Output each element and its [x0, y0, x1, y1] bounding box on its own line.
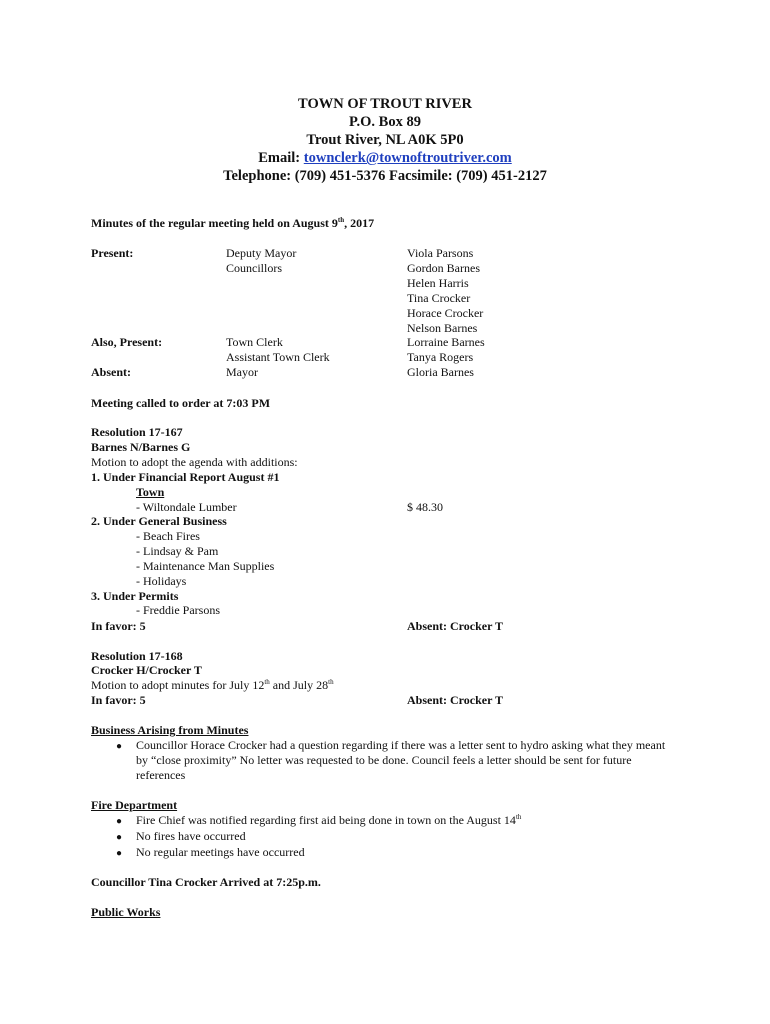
attendee-name: Tanya Rogers	[407, 350, 474, 364]
absent-label: Absent:	[91, 365, 132, 379]
agenda-item-permits: 3. Under Permits	[91, 589, 179, 603]
email-label: Email:	[258, 150, 304, 166]
section-heading-fire-department: Fire Department	[91, 798, 178, 812]
vote-in-favor: In favor: 5	[91, 619, 146, 633]
minutes-title: Minutes of the regular meeting held on August 9th, 2017	[91, 216, 375, 230]
role-assistant-town-clerk: Assistant Town Clerk	[226, 350, 330, 364]
email-link[interactable]: townclerk@townoftroutriver.com	[303, 150, 512, 166]
attendee-name: Gloria Barnes	[407, 365, 474, 379]
resolution-motion: Motion to adopt minutes for July 12th and July 28th	[91, 678, 334, 692]
vote-absent: Absent: Crocker T	[407, 693, 503, 707]
agenda-subitem: - Beach Fires	[136, 529, 200, 543]
town-address: Trout River, NL A0K 5P0	[306, 132, 464, 148]
present-label: Present:	[91, 246, 134, 260]
email-line	[0, 149, 770, 167]
role-town-clerk: Town Clerk	[226, 335, 283, 349]
bullet-icon: ●	[116, 848, 123, 859]
agenda-subitem: - Holidays	[136, 574, 187, 588]
vote-absent: Absent: Crocker T	[407, 619, 503, 633]
attendee-name: Helen Harris	[407, 276, 469, 290]
agenda-subitem: - Lindsay & Pam	[136, 544, 219, 558]
business-arising-item: Councillor Horace Crocker had a question regarding if there was a letter sent to hydro asking what they meant by “close proximity” No letter was requested to be done. Council feels a letter should be sent for future references	[136, 738, 666, 782]
bullet-icon: ●	[116, 832, 123, 843]
resolution-title: Resolution 17-167	[91, 425, 183, 439]
resolution-motion: Motion to adopt the agenda with additions:	[91, 455, 298, 469]
called-to-order: Meeting called to order at 7:03 PM	[91, 396, 271, 410]
fire-department-item: No regular meetings have occurred	[136, 845, 305, 859]
resolution-title: Resolution 17-168	[91, 649, 183, 663]
po-box: P.O. Box 89	[349, 114, 421, 130]
bullet-icon: ●	[116, 816, 123, 827]
section-heading-business-arising: Business Arising from Minutes	[91, 723, 249, 737]
agenda-item-financial: 1. Under Financial Report August #1	[91, 470, 280, 484]
attendee-name: Gordon Barnes	[407, 261, 480, 275]
agenda-subheading-town: Town	[136, 485, 165, 499]
resolution-mover: Crocker H/Crocker T	[91, 663, 202, 677]
fire-department-item: Fire Chief was notified regarding first aid being done in town on the August 14th	[136, 813, 522, 827]
resolution-mover: Barnes N/Barnes G	[91, 440, 191, 454]
amount-value: $ 48.30	[407, 500, 443, 514]
vote-in-favor: In favor: 5	[91, 693, 146, 707]
agenda-subitem: - Wiltondale Lumber	[136, 500, 237, 514]
section-heading-public-works: Public Works	[91, 905, 161, 919]
attendee-name: Viola Parsons	[407, 246, 474, 260]
telephone-line: Telephone: (709) 451-5376 Facsimile: (709) 451-2127	[223, 168, 547, 184]
attendee-name: Horace Crocker	[407, 306, 484, 320]
role-deputy-mayor: Deputy Mayor	[226, 246, 297, 260]
also-present-label: Also, Present:	[91, 335, 163, 349]
letterhead	[0, 95, 770, 185]
attendee-name: Nelson Barnes	[407, 321, 478, 335]
agenda-subitem: - Freddie Parsons	[136, 603, 220, 617]
fire-department-item: No fires have occurred	[136, 829, 246, 843]
town-name: TOWN OF TROUT RIVER	[298, 96, 472, 112]
attendee-name: Tina Crocker	[407, 291, 471, 305]
role-mayor: Mayor	[226, 365, 258, 379]
bullet-icon: ●	[116, 741, 123, 752]
arrival-note: Councillor Tina Crocker Arrived at 7:25p.m.	[91, 875, 321, 889]
agenda-item-general-business: 2. Under General Business	[91, 514, 227, 528]
agenda-subitem: - Maintenance Man Supplies	[136, 559, 275, 573]
role-councillors: Councillors	[226, 261, 282, 275]
attendee-name: Lorraine Barnes	[407, 335, 485, 349]
